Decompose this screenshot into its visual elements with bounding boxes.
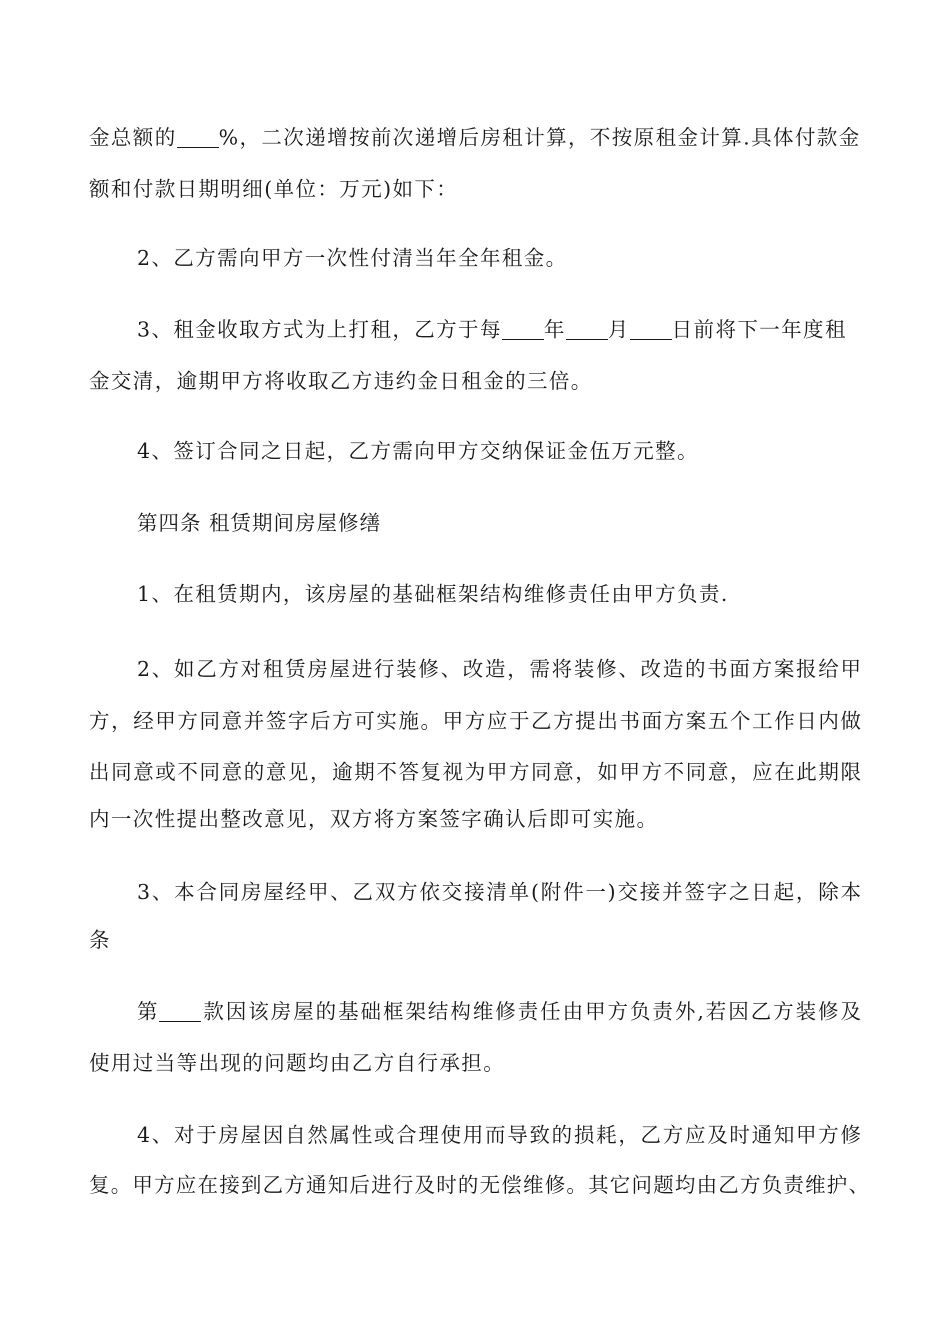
text-segment: 3、租金收取方式为上打租，乙方于每 <box>137 317 502 342</box>
text-segment: 日前将下一年度租 <box>671 317 847 342</box>
paragraph-6-line-1: 2、如乙方对租赁房屋进行装修、改造，需将装修、改造的书面方案报给甲 <box>137 657 861 681</box>
text-segment: 第 <box>137 999 160 1024</box>
fill-in-blank <box>177 127 219 148</box>
text-segment: 年 <box>543 317 566 342</box>
paragraph-2-line-1: 2、乙方需向甲方一次性付清当年全年租金。 <box>137 246 568 270</box>
paragraph-1-line-2: 额和付款日期明细(单位：万元)如下： <box>89 177 459 201</box>
paragraph-9-line-2: 复。甲方应在接到乙方通知后进行及时的无偿维修。其它问题均由乙方负责维护、 <box>89 1173 869 1197</box>
text-segment: 月 <box>607 317 630 342</box>
paragraph-7-line-1: 3、本合同房屋经甲、乙双方依交接清单(附件一)交接并签字之日起，除本 <box>137 880 861 904</box>
paragraph-8-line-1 <box>137 1001 861 1022</box>
paragraph-6-line-3: 出同意或不同意的意见，逾期不答复视为甲方同意，如甲方不同意，应在此期限 <box>89 760 861 784</box>
paragraph-7-line-2: 条 <box>89 928 111 952</box>
fill-in-blank <box>630 319 672 340</box>
paragraph-3-line-1 <box>137 319 950 340</box>
paragraph-6-line-4: 内一次性提出整改意见，双方将方案签字确认后即可实施。 <box>89 807 659 831</box>
paragraph-5-line-1: 1、在租赁期内，该房屋的基础框架结构维修责任由甲方负责. <box>137 582 729 606</box>
text-segment: 款因该房屋的基础框架结构维修责任由甲方负责外,若因乙方装修及 <box>201 999 862 1024</box>
paragraph-9-line-1: 4、对于房屋因自然属性或合理使用而导致的损耗，乙方应及时通知甲方修 <box>137 1123 861 1147</box>
paragraph-8-line-2: 使用过当等出现的问题均由乙方自行承担。 <box>89 1051 506 1075</box>
section-heading: 第四条 租赁期间房屋修缮 <box>137 511 382 535</box>
text-segment: %，二次递增按前次递增后房租计算，不按原租金计算.具体付款金 <box>218 125 861 150</box>
fill-in-blank <box>566 319 608 340</box>
paragraph-4-line-1: 4、签订合同之日起，乙方需向甲方交纳保证金伍万元整。 <box>137 439 699 463</box>
paragraph-3-line-2: 金交清，逾期甲方将收取乙方违约金日租金的三倍。 <box>89 369 593 393</box>
paragraph-1-line-1 <box>89 127 950 148</box>
fill-in-blank <box>502 319 544 340</box>
paragraph-6-line-2: 方，经甲方同意并签字后方可实施。甲方应于乙方提出书面方案五个工作日内做 <box>89 709 861 733</box>
text-segment: 金总额的 <box>89 125 177 150</box>
fill-in-blank <box>159 1001 201 1022</box>
